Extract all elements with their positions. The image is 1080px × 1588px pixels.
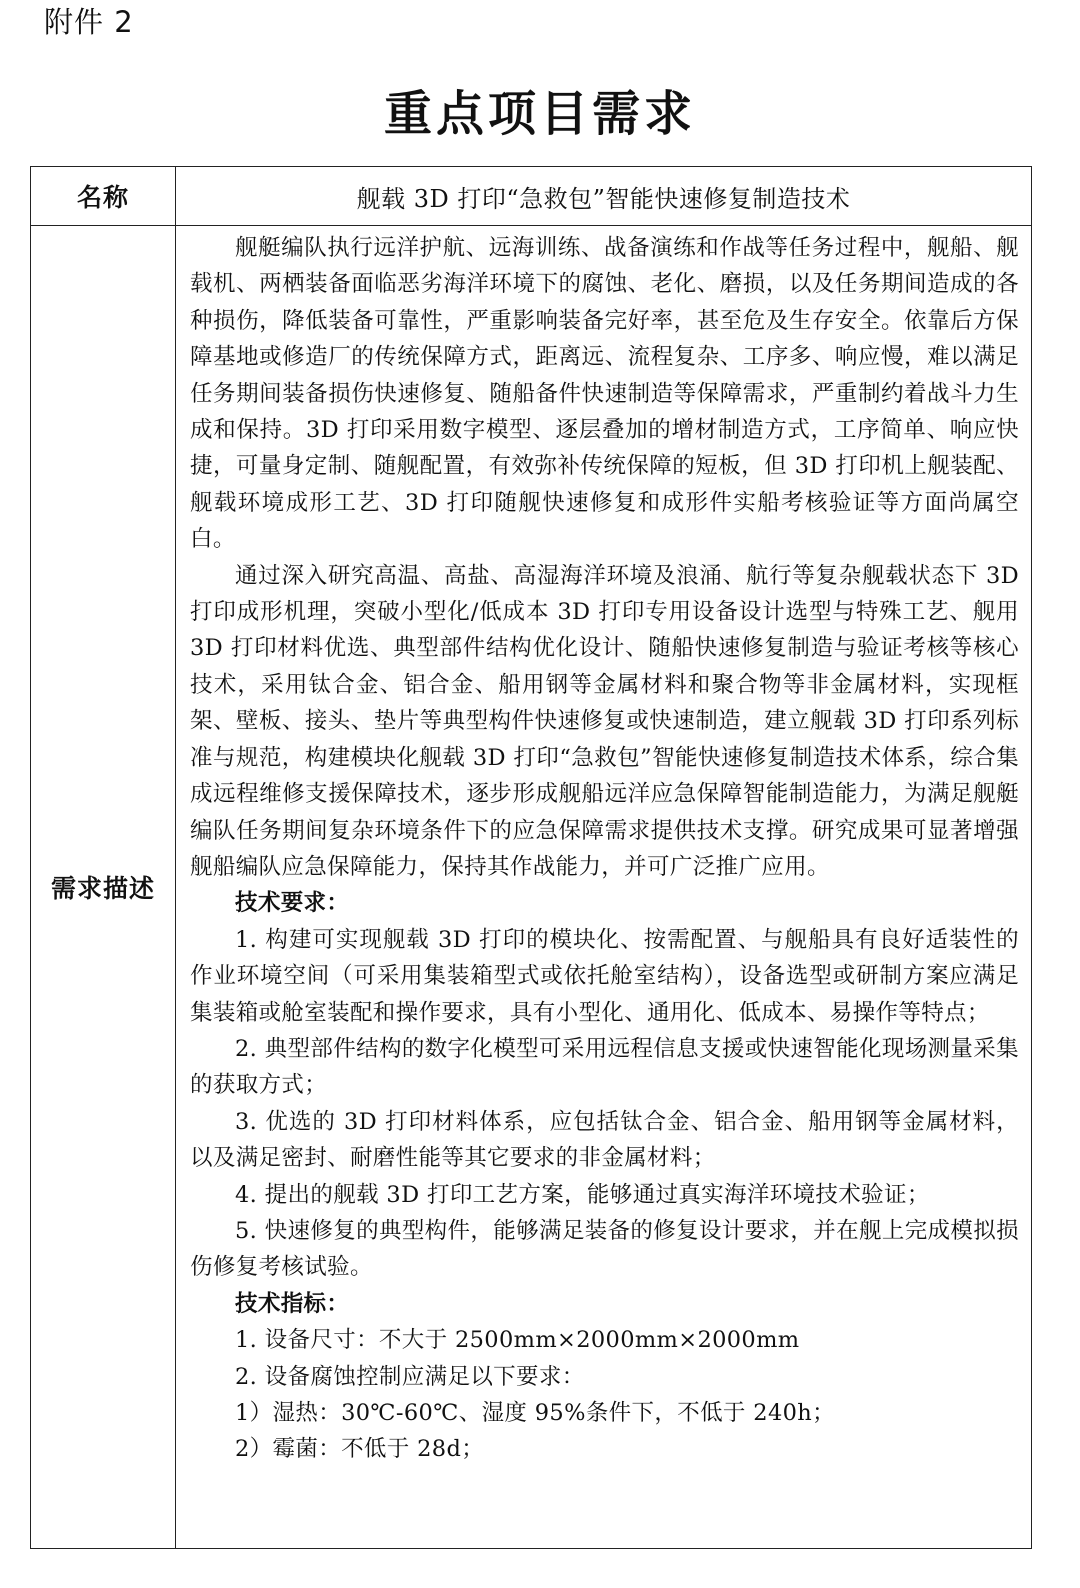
name-row [31, 167, 1032, 226]
tech-requirement-item: 1. 构建可实现舰载 3D 打印的模块化、按需配置、与舰船具有良好适装性的作业环境空间（可采用集装箱型式或依托舱室结构），设备选型或研制方案应满足集装箱或舱室装配和操作要求，具有小型化、通用化、低成本、易操作等特点； [190, 926, 1019, 1026]
attachment-label: 附件 2 [44, 5, 134, 39]
tech-indicators-heading: 技术指标： [235, 1290, 350, 1317]
tech-indicator-item: 2. 设备腐蚀控制应满足以下要求： [235, 1363, 585, 1390]
tech-requirement-item: 5. 快速修复的典型构件，能够满足装备的修复设计要求，并在舰上完成模拟损伤修复考核试验。 [190, 1217, 1019, 1281]
tech-indicator-item: 1）湿热：30℃-60℃、湿度 95%条件下，不低于 240h； [235, 1400, 835, 1426]
description-label: 需求描述 [31, 226, 176, 1549]
project-name: 舰载 3D 打印“急救包”智能快速修复制造技术 [176, 167, 1032, 226]
description-paragraph: 舰艇编队执行远洋护航、远海训练、战备演练和作战等任务过程中，舰船、舰载机、两栖装备面临恶劣海洋环境下的腐蚀、老化、磨损，以及任务期间造成的各种损伤，降低装备可靠性，严重影响装备完好率，甚至危及生存安全。依靠后方保障基地或修造厂的传统保障方式，距离远、流程复杂、工序多、响应慢，难以满足任务期间装备损伤快速修复、随船备件快速制造等保障需求，严重制约着战斗力生成和保持。3D 打印采用数字模型、逐层叠加的增材制造方式，工序简单、响应快捷，可量身定制、随舰配置，有效弥补传统保障的短板，但 3D 打印机上舰装配、舰载环境成形工艺、3D 打印随舰快速修复和成形件实船考核验证等方面尚属空白。 [190, 235, 1019, 553]
requirements-table [30, 166, 1032, 1549]
tech-indicator-item: 1. 设备尺寸：不大于 2500mm×2000mm×2000mm [235, 1327, 800, 1354]
tech-requirement-item: 4. 提出的舰载 3D 打印工艺方案，能够通过真实海洋环境技术验证； [235, 1181, 930, 1208]
tech-indicator-item: 2）霉菌：不低于 28d； [235, 1436, 485, 1463]
tech-requirement-item: 2. 典型部件结构的数字化模型可采用远程信息支援或快速智能化现场测量采集的获取方式； [190, 1035, 1019, 1099]
tech-requirement-item: 3. 优选的 3D 打印材料体系，应包括钛合金、铝合金、船用钢等金属材料，以及满足密封、耐磨性能等其它要求的非金属材料； [190, 1108, 1019, 1172]
document-title: 重点项目需求 [383, 86, 696, 142]
name-label: 名称 [31, 167, 176, 226]
description-row [31, 226, 1032, 1549]
description-paragraph: 通过深入研究高温、高盐、高湿海洋环境及浪涌、航行等复杂舰载状态下 3D 打印成形机理，突破小型化/低成本 3D 打印专用设备设计选型与特殊工艺、舰用 3D 打印材料优选、典型部件结构优化设计、随船快速修复制造与验证考核等核心技术，采用钛合金、铝合金、船用钢等金属材料和聚合物等非金属材料，实现框架、壁板、接头、垫片等典型构件快速修复或快速制造，建立舰载 3D 打印系列标准与规范，构建模块化舰载 3D 打印“急救包”智能快速修复制造技术体系，综合集成远程维修支援保障技术，逐步形成舰船远洋应急保障智能制造能力，为满足舰艇编队任务期间复杂环境条件下的应急保障需求提供技术支撑。研究成果可显著增强舰船编队应急保障能力，保持其作战能力，并可广泛推广应用。 [190, 562, 1019, 880]
tech-requirements-heading: 技术要求： [235, 890, 350, 917]
description-body [176, 226, 1032, 1549]
